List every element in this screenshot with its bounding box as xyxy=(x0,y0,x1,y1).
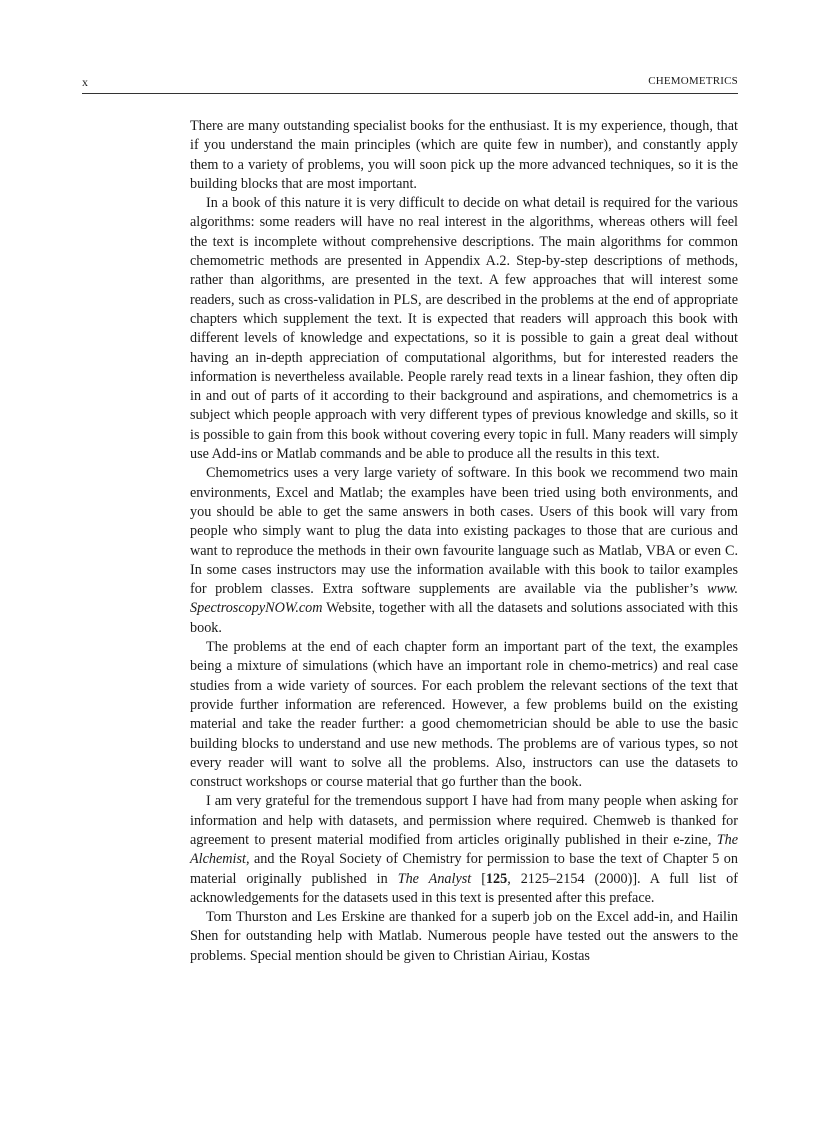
body-text xyxy=(190,117,738,966)
ack-text-2: , and the Royal Society of Chemistry for permission to base the text of Chapter 5 on material originally published in xyxy=(190,851,738,887)
ack-text-1: I am very grateful for the tremendous support I have had from many people when asking for information and help with datasets, and permission where required. Chemweb is thanked for agreement to present material modified from articles originally published in their e-zine, xyxy=(190,793,738,848)
page-number: x xyxy=(82,75,88,89)
paragraph-acknowledgements xyxy=(190,792,738,908)
running-header xyxy=(82,75,738,94)
paragraph-building-blocks: There are many outstanding specialist books for the enthusiast. It is my experience, though, that if you understand the main principles (which are quite few in number), and constantly apply them to a variety of problems, you will soon pick up the more advanced techniques, so it is the building blocks that are most important. xyxy=(190,118,738,192)
paragraph-thanks: Tom Thurston and Les Erskine are thanked for a superb job on the Excel add-in, and Hailin Shen for outstanding help with Matlab. Numerous people have tested out the answers to the problems. Special mention should be given to Christian Airiau, Kostas xyxy=(190,909,738,964)
journal-volume: 125 xyxy=(485,870,508,887)
ezine-title: The Alchemist xyxy=(190,831,738,868)
paragraph-algorithms: In a book of this nature it is very difficult to decide on what detail is required for the various algorithms: some readers will have no real interest in the algorithms, whereas others will feel the text is incomplete without comprehensive descriptions. The main algorithms for common chemometric methods are presented in Appendix A.2. Step-by-step descriptions of methods, rather than algorithms, are presented in the text. A few approaches that will interest some readers, such as cross-validation in PLS, are described in the problems at the end of appropriate chapters which supplement the text. It is expected that readers will approach this book with different levels of knowledge and expectations, so it is possible to gain a great deal without having an in-depth appreciation of computational algorithms, but for interested readers the information is nevertheless available. People rarely read texts in a linear fashion, they often dip in and out of parts of it according to their background and aspirations, and chemometrics is a subject which people approach with very different types of previous knowledge and skills, so it is possible to gain from this book without covering every topic in full. Many readers will simply use Add-ins or Matlab commands and be able to produce all the results in this text. xyxy=(190,195,738,463)
journal-title: The Analyst xyxy=(397,870,472,887)
ack-text-4: , 2125–2154 (2000)]. A full list of acknowledgements for the datasets used in this text is presented after this preface. xyxy=(190,870,738,906)
ack-text-3: [ xyxy=(471,870,486,887)
paragraph-software-text-end: Website, together with all the datasets and solutions associated with this book. xyxy=(190,600,738,636)
paragraph-software xyxy=(190,464,738,638)
paragraph-problems: The problems at the end of each chapter form an important part of the text, the examples being a mixture of simulations (which have an important role in chemo-metrics) and real case studies from a wide variety of sources. For each problem the relevant sections of the text that provide further information are referenced. However, a few problems build on the existing material and take the reader further: a good chemometrician should be able to use the basic building blocks to understand and use new methods. The problems are of various types, so not every reader will want to solve all the problems. Also, instructors can use the datasets to construct workshops or course material that go further than the book. xyxy=(190,639,738,791)
paragraph-software-text: Chemometrics uses a very large variety of software. In this book we recommend two main environments, Excel and Matlab; the examples have been tried using both environments, and you should be able to get the same answers in both cases. Users of this book will vary from people who simply want to plug the data into existing packages to those that are curious and want to reproduce the methods in their own favourite language such as Matlab, VBA or even C. In some cases instructors may use the information available with this book to tailor examples for problem classes. Extra software supplements are available via the publisher’s xyxy=(190,465,738,598)
publisher-website-link[interactable]: www. SpectroscopyNOW.com xyxy=(190,581,738,617)
running-title: CHEMOMETRICS xyxy=(648,75,738,87)
